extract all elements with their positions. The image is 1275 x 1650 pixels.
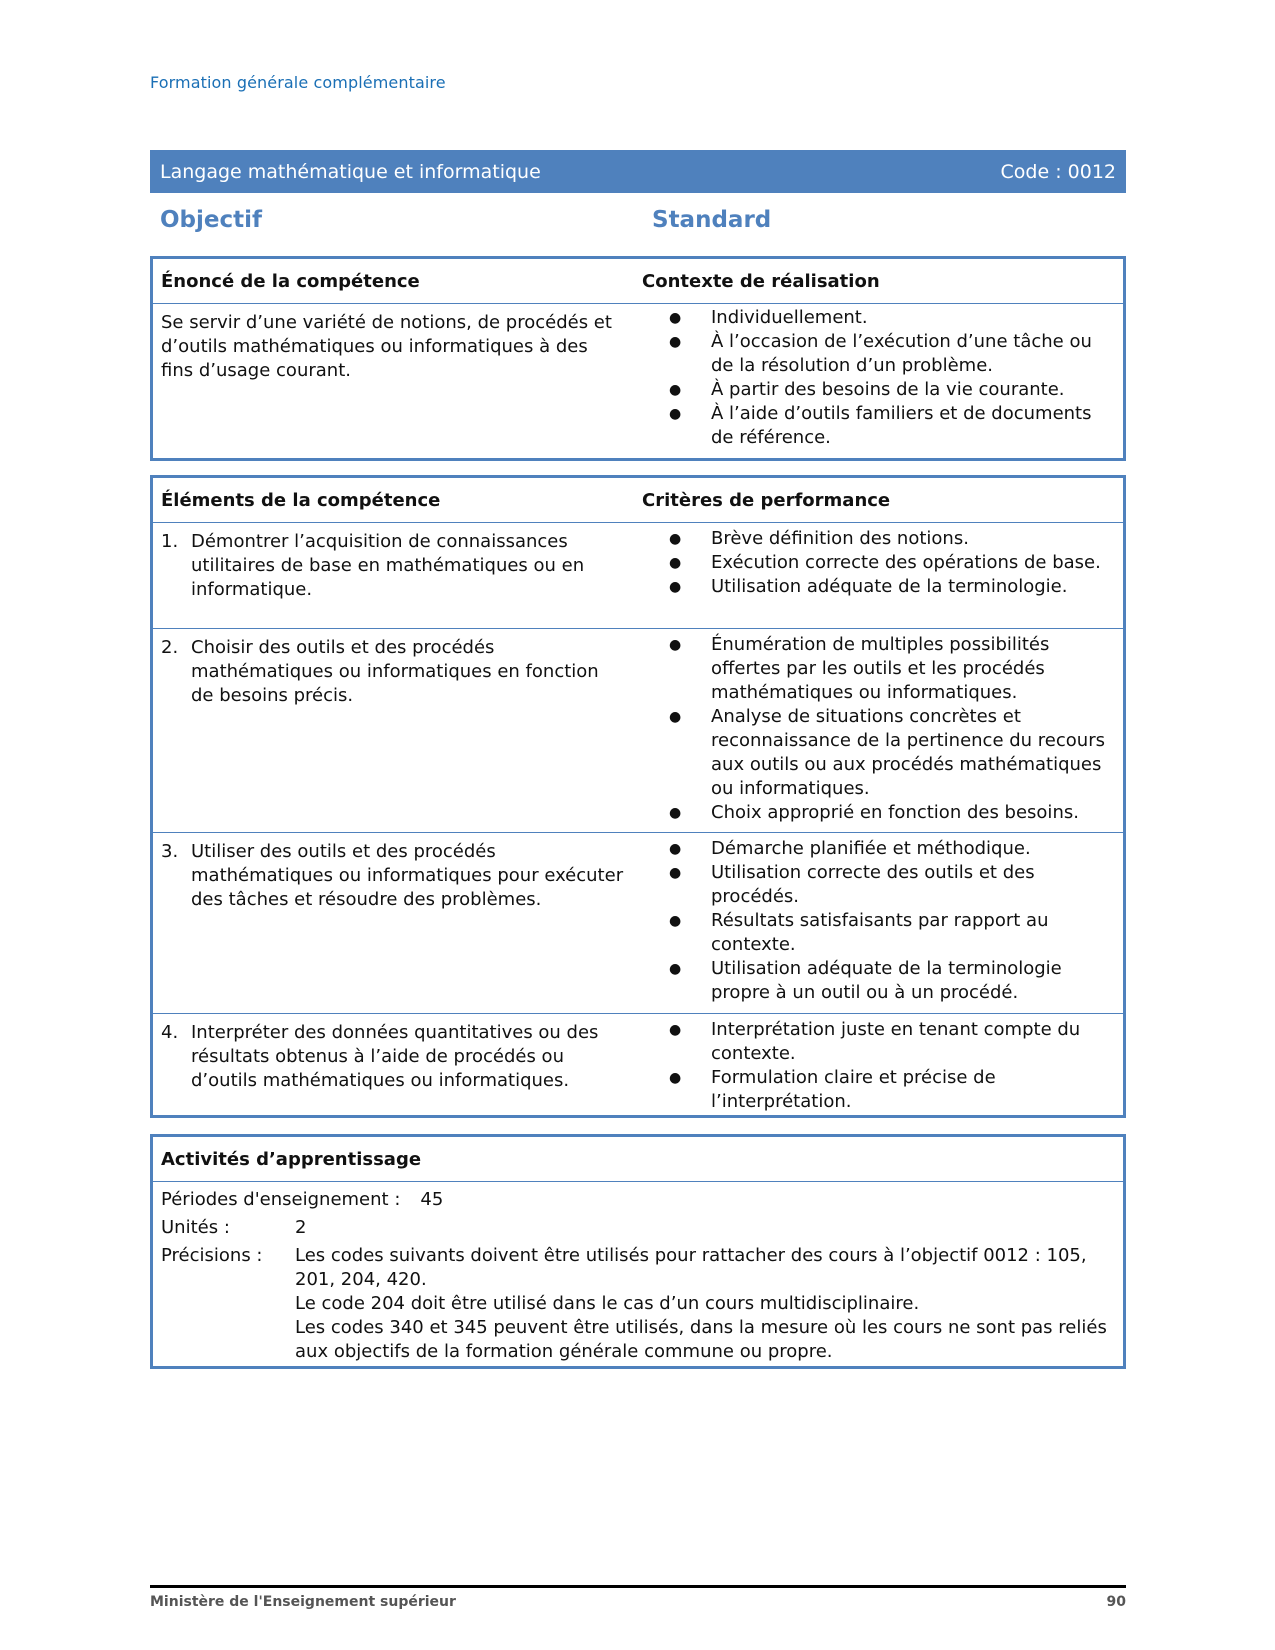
elements-box-header xyxy=(153,478,1123,523)
element-item: 2. Choisir des outils et des procédés mathématiques ou informatiques en fonction de besoins précis. xyxy=(161,637,599,706)
list-item: ● Individuellement. xyxy=(633,306,1115,330)
activities-body xyxy=(153,1182,1123,1378)
element-item: 1. Démontrer l’acquisition de connaissances utilitaires de base en mathématiques ou en informatique. xyxy=(161,531,585,600)
units-label: Unités : xyxy=(161,1217,230,1238)
criteria-list xyxy=(633,1018,1115,1114)
bullet-icon: ● xyxy=(669,709,682,725)
list-item: ● Démarche planifiée et méthodique. xyxy=(633,837,1115,861)
bullet-icon: ● xyxy=(669,334,682,350)
context-header: Contexte de réalisation xyxy=(642,270,880,292)
list-item: ● Exécution correcte des opérations de base. xyxy=(633,551,1115,575)
context-list xyxy=(633,306,1115,450)
periods-line xyxy=(161,1188,1115,1212)
list-item: ● Interprétation juste en tenant compte du contexte. xyxy=(633,1018,1115,1066)
list-item: ● À l’aide d’outils familiers et de documents de référence. xyxy=(633,402,1115,450)
competence-box-header xyxy=(153,259,1123,304)
list-item: ● À l’occasion de l’exécution d’une tâche ou de la résolution d’un problème. xyxy=(633,330,1115,378)
list-item: ● Utilisation adéquate de la terminologie propre à un outil ou à un procédé. xyxy=(633,957,1115,1005)
bullet-icon: ● xyxy=(669,579,682,595)
page-footer xyxy=(150,1594,1126,1610)
bullet-icon: ● xyxy=(669,1022,682,1038)
periods-label: Périodes d'enseignement : xyxy=(161,1189,401,1210)
bullet-icon: ● xyxy=(669,555,682,571)
list-item: ● Formulation claire et précise de l’interprétation. xyxy=(633,1066,1115,1114)
statement-header: Énoncé de la compétence xyxy=(161,270,420,292)
bullet-icon: ● xyxy=(669,961,682,977)
periods-value: 45 xyxy=(420,1189,444,1210)
list-item: ● À partir des besoins de la vie courante. xyxy=(633,378,1115,402)
bullet-icon: ● xyxy=(669,1070,682,1086)
elements-box xyxy=(150,475,1126,1118)
course-title-bar xyxy=(150,150,1126,193)
competence-box xyxy=(150,256,1126,461)
element-row-1 xyxy=(153,523,1123,629)
element-row-4 xyxy=(153,1014,1123,1118)
element-row-3 xyxy=(153,833,1123,1014)
criteria-header: Critères de performance xyxy=(642,489,891,511)
bullet-icon: ● xyxy=(669,865,682,881)
bullet-icon: ● xyxy=(669,913,682,929)
course-code: Code : 0012 xyxy=(1000,160,1116,183)
column-headings xyxy=(150,207,1126,243)
elements-header: Éléments de la compétence xyxy=(161,489,441,511)
course-title: Langage mathématique et informatique xyxy=(160,160,541,183)
list-item: ● Analyse de situations concrètes et reconnaissance de la pertinence du recours aux outils ou aux procédés mathématiques ou informatiques. xyxy=(633,705,1115,801)
precisions-text: Les codes suivants doivent être utilisés pour rattacher des cours à l’objectif 0012 : 105, 201, 204, 420. Le code 204 doit être utilisé dans le cas d’un cours multidisciplinaire. Les codes 340 et 345 peuvent être utilisés, dans la mesure où les cours ne sont pas reliés aux objectifs de la formation générale commune ou propre. xyxy=(295,1245,1107,1362)
element-row-2 xyxy=(153,629,1123,833)
list-item: ● Utilisation adéquate de la terminologie. xyxy=(633,575,1115,599)
list-item: ● Choix approprié en fonction des besoins. xyxy=(633,801,1115,825)
bullet-icon: ● xyxy=(669,637,682,653)
list-item: ● Brève définition des notions. xyxy=(633,527,1115,551)
bullet-icon: ● xyxy=(669,531,682,547)
list-item: ● Énumération de multiples possibilités offertes par les outils et les procédés mathématiques ou informatiques. xyxy=(633,633,1115,705)
list-item: ● Utilisation correcte des outils et des procédés. xyxy=(633,861,1115,909)
precisions-line xyxy=(161,1244,1115,1364)
objectif-heading: Objectif xyxy=(160,207,263,233)
bullet-icon: ● xyxy=(669,805,682,821)
units-line xyxy=(161,1216,1115,1240)
bullet-icon: ● xyxy=(669,841,682,857)
competence-statement: Se servir d’une variété de notions, de procédés et d’outils mathématiques ou informatiques à des fins d’usage courant. xyxy=(161,312,612,381)
running-head: Formation générale complémentaire xyxy=(150,73,446,92)
activities-box xyxy=(150,1134,1126,1369)
element-item: 4. Interpréter des données quantitatives ou des résultats obtenus à l’aide de procédés ou d’outils mathématiques ou informatiques. xyxy=(161,1022,599,1091)
list-item: ● Résultats satisfaisants par rapport au contexte. xyxy=(633,909,1115,957)
bullet-icon: ● xyxy=(669,406,682,422)
standard-heading: Standard xyxy=(652,207,772,233)
element-item: 3. Utiliser des outils et des procédés mathématiques ou informatiques pour exécuter des tâches et résoudre des problèmes. xyxy=(161,841,624,910)
bullet-icon: ● xyxy=(669,310,682,326)
footer-divider xyxy=(150,1585,1126,1588)
page-number: 90 xyxy=(1106,1594,1126,1610)
activities-header: Activités d’apprentissage xyxy=(161,1148,422,1170)
activities-box-header xyxy=(153,1137,1123,1182)
precisions-label: Précisions : xyxy=(161,1245,263,1266)
units-value: 2 xyxy=(295,1217,307,1238)
competence-row xyxy=(153,304,1123,454)
bullet-icon: ● xyxy=(669,382,682,398)
criteria-list xyxy=(633,633,1115,825)
footer-publisher: Ministère de l'Enseignement supérieur xyxy=(150,1594,456,1610)
criteria-list xyxy=(633,527,1115,599)
criteria-list xyxy=(633,837,1115,1005)
